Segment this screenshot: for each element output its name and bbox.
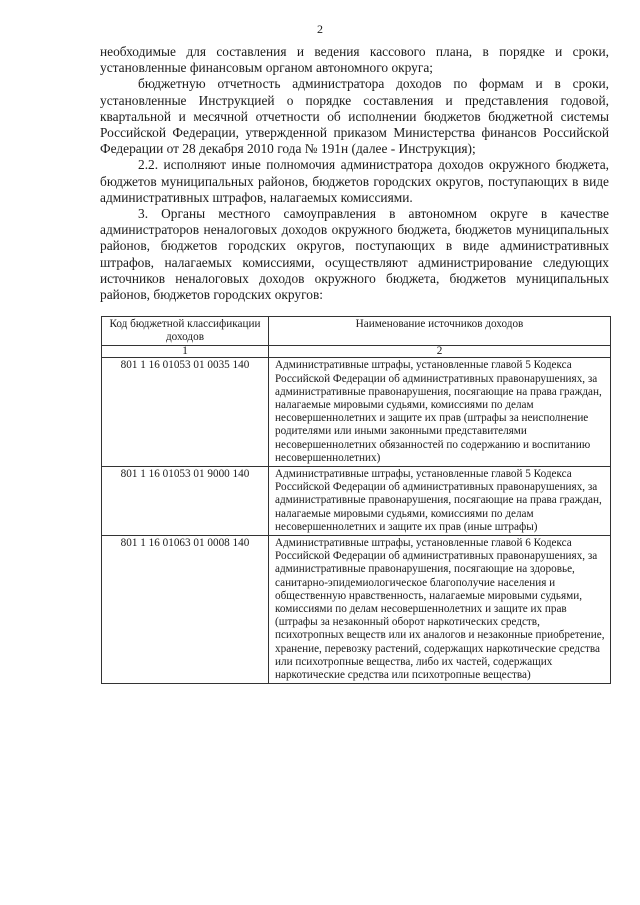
paragraph-budget-reporting: бюджетную отчетность администратора доходов по формам и в сроки, установленные Инструкцией о порядке составления и представления годовой, квартальной и месячной отчетности об исполнении бюджетов бюджетной системы Российской Федерации, утвержденной приказом Министерства финансов Российской Федерации от 28 декабря 2010 года № 191н (далее - Инструкция); [100,76,609,157]
header-name: Наименование источников доходов [269,317,611,346]
paragraph-cash-plan: необходимые для составления и ведения кассового плана, в порядке и сроки, установленные финансовым органом автономного округа; [100,44,609,76]
row-name: Административные штрафы, установленные главой 6 Кодекса Российской Федерации об административных правонарушениях, за административные правонарушения, посягающие на здоровье, санитарно-эпидемиологическое благополучие населения и общественную нравственность, налагаемые мировыми судьями, комиссиями по делам несовершеннолетних и защите их прав (штрафы за незаконный оборот наркотических средств, психотропных веществ или их аналогов и незаконные приобретение, хранение, перевозку растений, содержащих наркотические средства или психотропные вещества, либо их частей, содержащих наркотические средства или психотропные вещества) [269,536,611,684]
paragraph-2-2: 2.2. исполняют иные полномочия администратора доходов окружного бюджета, бюджетов муниципальных районов, бюджетов городских округов, поступающих в виде административных штрафов, налагаемых комиссиями. [100,157,609,205]
table-header-row [102,317,611,346]
row-name: Административные штрафы, установленные главой 5 Кодекса Российской Федерации об административных правонарушениях, за административные правонарушения, посягающие на права граждан, налагаемые мировыми судьями, комиссиями по делам несовершеннолетних и защите их прав (штрафы за неисполнение родителями или иными законными представителями несовершеннолетних обязанностей по содержанию и воспитанию несовершеннолетних) [269,358,611,467]
row-code: 801 1 16 01053 01 9000 140 [102,467,269,536]
table-row [102,358,611,467]
table-row [102,467,611,536]
column-number-code: 1 [102,346,269,358]
column-number-name: 2 [269,346,611,358]
header-code: Код бюджетной классификации доходов [102,317,269,346]
page-number: 2 [317,22,323,36]
row-name: Административные штрафы, установленные главой 5 Кодекса Российской Федерации об административных правонарушениях, за административные правонарушения, посягающие на права граждан, налагаемые мировыми судьями, комиссиями по делам несовершеннолетних и защите их прав (иные штрафы) [269,467,611,536]
table-column-number-row [102,346,611,358]
row-code: 801 1 16 01063 01 0008 140 [102,536,269,684]
income-sources-table [101,316,611,684]
table-row [102,536,611,684]
row-code: 801 1 16 01053 01 0035 140 [102,358,269,467]
paragraph-3: 3. Органы местного самоуправления в автономном округе в качестве администраторов неналоговых доходов окружного бюджета, бюджетов муниципальных районов, бюджетов городских округов, поступающих в виде административных штрафов, налагаемых комиссиями, осуществляют администрирование следующих источников неналоговых доходов окружного бюджета, бюджетов муниципальных районов, бюджетов городских округов: [100,206,609,303]
body-text [100,44,609,303]
